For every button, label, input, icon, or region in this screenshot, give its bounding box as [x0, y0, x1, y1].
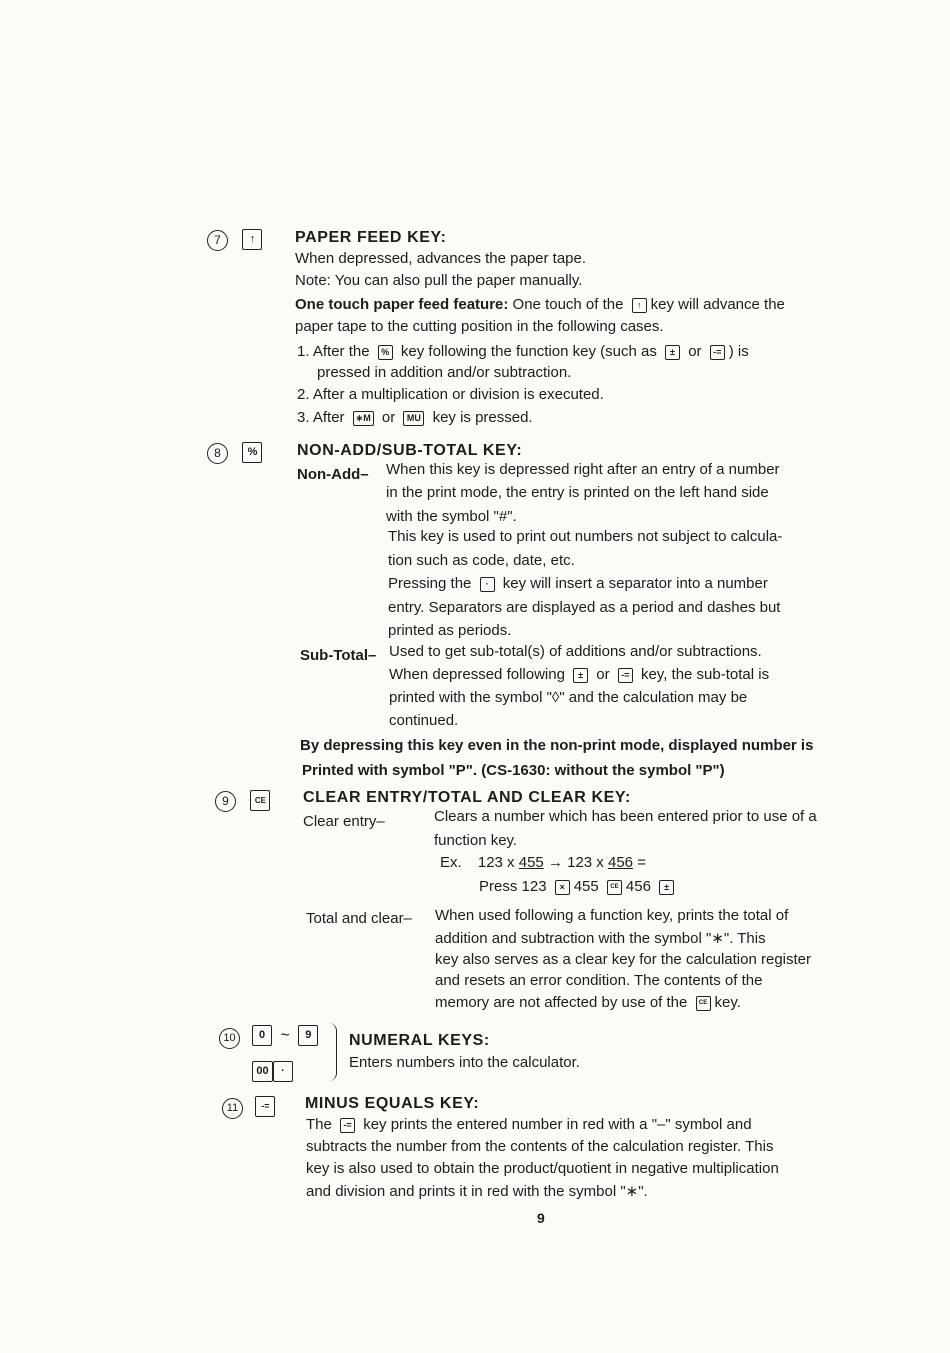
total-clear-line-5 — [435, 992, 741, 1014]
minus-equals-title: MINUS EQUALS KEY: — [305, 1095, 480, 1112]
paper-feed-key-icon: ↑ — [242, 229, 262, 250]
sub-total-2b: or — [596, 666, 610, 683]
minus-equals-line-1 — [306, 1114, 752, 1136]
sub-total-line-1: Used to get sub-total(s) of additions and/or subtractions. — [389, 643, 762, 660]
case-1-d: ) is — [728, 343, 749, 360]
numeral-keys-top — [252, 1025, 318, 1046]
total-clear-5a: memory are not affected by use of the — [435, 994, 688, 1011]
press-label: Press — [479, 878, 518, 895]
case-1-b: key following the function key (such as — [400, 343, 657, 360]
number-8-badge: 8 — [207, 443, 228, 464]
sub-total-label: Sub-Total– — [300, 647, 377, 664]
non-print-line-1: By depressing this key even in the non-print mode, displayed number is — [300, 737, 814, 754]
total-clear-line-2: addition and subtraction with the symbol "∗". This — [435, 930, 766, 947]
clear-entry-line-2: function key. — [434, 832, 518, 849]
plus-equals-key-icon: ± — [665, 345, 680, 360]
non-add-6a: Pressing the — [388, 575, 472, 592]
multiply-key-icon: × — [555, 880, 570, 895]
sub-total-2c: key, the sub-total is — [640, 666, 770, 683]
minus-equals-1a: The — [306, 1116, 332, 1133]
case-1-a: 1. After the — [297, 343, 370, 360]
clear-entry-label: Clear entry– — [303, 813, 385, 830]
example-d: 123 x — [567, 854, 604, 871]
minus-equals-key-icon: -= — [340, 1118, 355, 1133]
case-3-c: key is pressed. — [432, 409, 533, 426]
brace-symbol — [328, 1023, 337, 1081]
number-9-badge: 9 — [215, 791, 236, 812]
zero-key-icon: 0 — [252, 1025, 272, 1046]
sub-total-2a: When depressed following — [389, 666, 565, 683]
paper-feed-feature-line-2: paper tape to the cutting position in the following cases. — [295, 318, 664, 335]
case-1-c: or — [688, 343, 702, 360]
section-10-marker — [219, 1028, 240, 1049]
minus-equals-key-icon: -= — [618, 668, 633, 683]
total-memory-key-icon: ∗M — [353, 411, 374, 426]
markup-key-icon: MU — [403, 411, 424, 426]
decimal-key-icon: · — [480, 577, 495, 592]
minus-equals-line-2: subtracts the number from the contents of the calculation register. This — [306, 1138, 774, 1155]
feature-text-b: key will advance the — [650, 296, 785, 313]
example-line — [440, 852, 646, 874]
non-add-line-2: in the print mode, the entry is printed on the left hand side — [386, 484, 769, 501]
case-2-line: 2. After a multiplication or division is executed. — [297, 386, 604, 403]
plus-equals-key-icon: ± — [573, 668, 588, 683]
clear-entry-small-icon: CE — [696, 996, 711, 1011]
case-1-line-2: pressed in addition and/or subtraction. — [317, 364, 572, 381]
example-e: 456 — [607, 854, 634, 871]
non-add-title: NON-ADD/SUB-TOTAL KEY: — [297, 442, 523, 459]
non-add-line-7: entry. Separators are displayed as a period and dashes but — [388, 599, 781, 616]
percent-key-icon: % — [378, 345, 393, 360]
section-7-marker — [207, 229, 262, 251]
non-add-line-3: with the symbol "#". — [386, 508, 517, 525]
case-3-line — [297, 407, 533, 429]
paper-feed-feature-line — [295, 294, 785, 316]
non-add-line-6 — [388, 573, 768, 595]
non-add-line-4: This key is used to print out numbers not subject to calcula- — [388, 528, 783, 545]
press-456: 456 — [625, 878, 651, 895]
clear-entry-key-icon: CE — [250, 790, 270, 811]
total-clear-5b: key. — [714, 994, 741, 1011]
non-add-6b: key will insert a separator into a number — [502, 575, 768, 592]
non-add-key-icon: % — [242, 442, 262, 463]
non-print-line-2: Printed with symbol "P". (CS-1630: without the symbol "P") — [302, 762, 725, 779]
sub-total-line-2 — [389, 664, 769, 686]
feature-text-a: One touch of the — [512, 296, 624, 313]
example-label: Ex. — [440, 854, 462, 871]
clear-title: CLEAR ENTRY/TOTAL AND CLEAR KEY: — [303, 789, 631, 806]
feature-bold: One touch paper feed feature: — [295, 296, 509, 313]
number-11-badge: 11 — [222, 1098, 243, 1119]
paper-feed-title: PAPER FEED KEY: — [295, 229, 447, 246]
non-add-line-5: tion such as code, date, etc. — [388, 552, 575, 569]
minus-equals-key-big-icon: -= — [255, 1096, 275, 1117]
clear-entry-small-icon: CE — [607, 880, 622, 895]
paper-feed-line-2: Note: You can also pull the paper manually. — [295, 272, 583, 289]
press-line — [479, 876, 678, 898]
minus-equals-key-icon: -= — [710, 345, 725, 360]
non-add-label: Non-Add– — [297, 466, 369, 483]
total-clear-line-3: key also serves as a clear key for the calculation register — [435, 951, 812, 968]
section-11-marker — [222, 1096, 275, 1119]
total-clear-line-4: and resets an error condition. The contents of the — [435, 972, 763, 989]
example-b: 455 — [518, 854, 544, 871]
nine-key-icon: 9 — [298, 1025, 318, 1046]
press-123: 123 — [521, 878, 547, 895]
paper-feed-small-icon: ↑ — [632, 298, 647, 313]
case-1-line — [297, 341, 749, 363]
number-7-badge: 7 — [207, 230, 228, 251]
minus-equals-1b: key prints the entered number in red with a "–" symbol and — [363, 1116, 752, 1133]
non-add-line-1: When this key is depressed right after an entry of a number — [386, 461, 780, 478]
numeral-keys-title: NUMERAL KEYS: — [349, 1032, 490, 1049]
numeral-keys-bottom — [252, 1061, 293, 1082]
case-3-a: 3. After — [297, 409, 345, 426]
decimal-point-key-icon: · — [273, 1061, 293, 1082]
example-arrow: → — [547, 854, 563, 871]
case-3-b: or — [381, 409, 396, 426]
press-455: 455 — [573, 878, 599, 895]
tilde-symbol: ~ — [280, 1026, 290, 1044]
non-add-line-8: printed as periods. — [388, 622, 512, 639]
example-a: 123 x — [477, 854, 515, 871]
total-clear-line-1: When used following a function key, prints the total of — [435, 907, 789, 924]
plus-equals-key-icon: ± — [659, 880, 674, 895]
number-10-badge: 10 — [219, 1028, 240, 1049]
clear-entry-line-1: Clears a number which has been entered prior to use of a — [434, 808, 817, 825]
section-8-marker — [207, 442, 262, 464]
sub-total-line-3: printed with the symbol "◊" and the calculation may be — [389, 689, 748, 706]
total-clear-label: Total and clear– — [306, 910, 412, 927]
example-f: = — [637, 854, 646, 871]
sub-total-line-4: continued. — [389, 712, 459, 729]
paper-feed-line-1: When depressed, advances the paper tape. — [295, 250, 587, 267]
numeral-keys-line: Enters numbers into the calculator. — [349, 1054, 580, 1071]
minus-equals-line-4: and division and prints it in red with the symbol "∗". — [306, 1183, 648, 1200]
double-zero-key-icon: 00 — [252, 1061, 273, 1082]
minus-equals-line-3: key is also used to obtain the product/quotient in negative multiplication — [306, 1160, 779, 1177]
section-9-marker — [215, 790, 270, 812]
page-number: 9 — [537, 1210, 545, 1226]
